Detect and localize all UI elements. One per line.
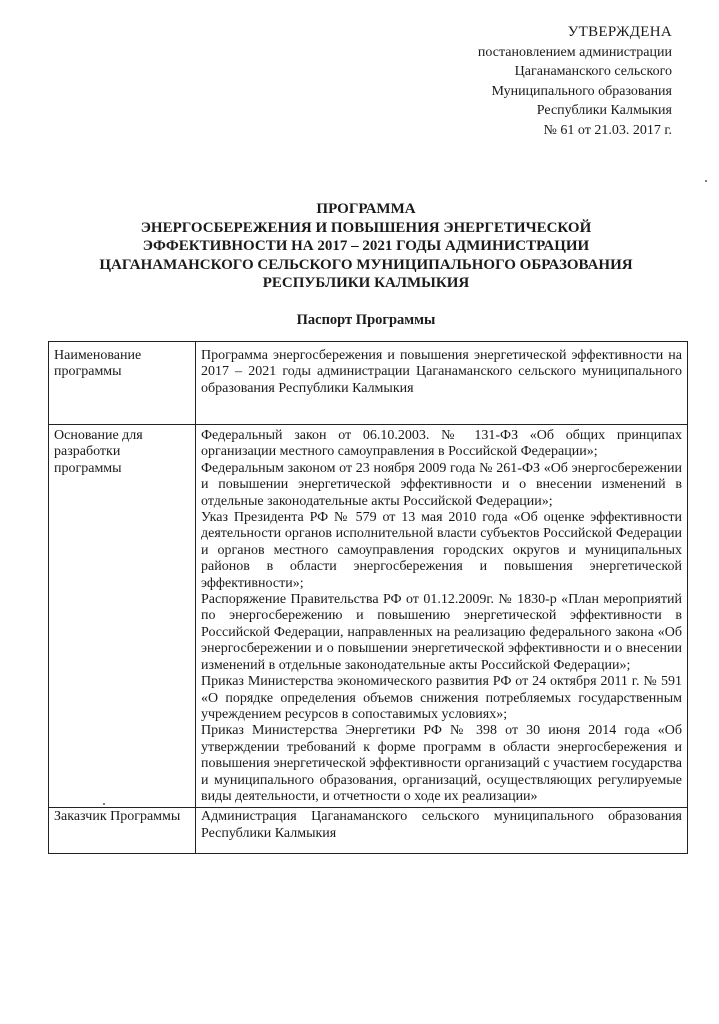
row-paragraph: Распоряжение Правительства РФ от 01.12.2009г. № 1830-р «План мероприятий по энергосбережению и повышению энергетической эффективности в Российской Федерации, направленных на реализацию федерального закона «Об энергосбережении и о повышении энергетической эффективности и о внесении изменений в отдельные законодательные акты Российской Федерации»; bbox=[201, 592, 682, 673]
approval-decree-number: № 61 от 21.03. 2017 г. bbox=[543, 122, 672, 138]
row-paragraph: Программа энергосбережения и повышения энергетической эффективности на 2017 – 2021 годы администрации Цаганаманского сельского муниципального образования Республики Калмыкия bbox=[201, 348, 682, 396]
row-paragraph: Федеральный закон от 06.10.2003. № 131-ФЗ «Об общих принципах организации местного самоуправления в Российской Федерации»; bbox=[201, 428, 682, 460]
approval-line: Республики Калмыкия bbox=[536, 103, 672, 119]
row-paragraph: Указ Президента РФ № 579 от 13 мая 2010 года «Об оценке эффективности деятельности органов исполнительной власти субъектов Российской Федерации и органов местного самоуправления городских округов и муниципальных районов в области энергосбережения и повышения энергетической эффективности»; bbox=[201, 510, 682, 591]
row-paragraph: Администрация Цаганаманского сельского муниципального образования Республики Калмыкия bbox=[201, 809, 682, 841]
row-paragraph: Приказ Министерства экономического развития РФ от 24 октября 2011 г. № 591 «О порядке определения объемов снижения потребляемых государственным учреждением ресурсов в сопоставимых условиях»; bbox=[201, 674, 682, 722]
approval-stamp bbox=[478, 23, 672, 141]
scan-speck bbox=[103, 803, 105, 805]
row-value bbox=[196, 425, 688, 808]
document-title bbox=[40, 200, 692, 293]
approval-line: постановлением администрации bbox=[477, 44, 672, 60]
row-value bbox=[196, 808, 688, 854]
row-label: Наименование программы bbox=[49, 342, 196, 425]
row-paragraph: Приказ Министерства Энергетики РФ № 398 от 30 июня 2014 года «Об утверждении требований к форме программ в области энергосбережения и повышения энергетической эффективности организаций с участием государства и муниципального образования, организаций, осуществляющих регулируемые виды деятельности, и отчетности о ходе их реализации» bbox=[201, 723, 682, 804]
row-label: Основание для разработки программы bbox=[49, 425, 196, 808]
row-value bbox=[196, 342, 688, 425]
approval-heading: УТВЕРЖДЕНА bbox=[567, 24, 672, 40]
table-row bbox=[49, 425, 688, 808]
passport-heading: Паспорт Программы bbox=[296, 312, 436, 328]
title-line: РЕСПУБЛИКИ КАЛМЫКИЯ bbox=[262, 275, 470, 291]
row-label: Заказчик Программы bbox=[49, 808, 196, 854]
title-line: ЭНЕРГОСБЕРЕЖЕНИЯ И ПОВЫШЕНИЯ ЭНЕРГЕТИЧЕСКОЙ bbox=[140, 219, 592, 236]
title-line: ЦАГАНАМАНСКОГО СЕЛЬСКОГО МУНИЦИПАЛЬНОГО ОБРАЗОВАНИЯ bbox=[99, 256, 633, 273]
title-line: ПРОГРАММА bbox=[316, 201, 416, 217]
approval-line: Цаганаманского сельского bbox=[514, 64, 672, 80]
table-row bbox=[49, 808, 688, 854]
title-line: ЭФФЕКТИВНОСТИ НА 2017 – 2021 ГОДЫ АДМИНИСТРАЦИИ bbox=[142, 238, 590, 254]
row-paragraph: Федеральным законом от 23 ноября 2009 года № 261-ФЗ «Об энергосбережении и повышении энергетической эффективности и о внесении изменений в отдельные законодательные акты Российской Федерации»; bbox=[201, 460, 682, 509]
passport-table bbox=[48, 341, 688, 854]
approval-line: Муниципального образования bbox=[491, 83, 672, 99]
scan-speck bbox=[705, 180, 707, 182]
table-row bbox=[49, 342, 688, 425]
